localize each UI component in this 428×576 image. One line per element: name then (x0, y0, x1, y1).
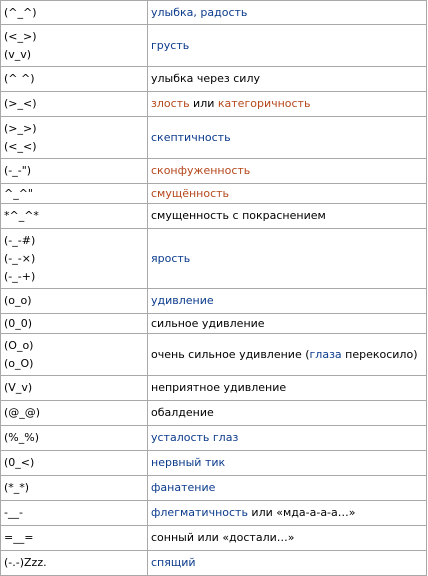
emoticon-text: (^_^) (4, 5, 37, 19)
description-cell (148, 92, 427, 117)
description-cell (148, 67, 427, 92)
table-row (1, 426, 427, 451)
emoticon-cell (1, 184, 148, 204)
emoticon-text: (%_%) (4, 431, 39, 444)
description-link[interactable]: скептичность (151, 130, 231, 144)
description-text: или (189, 97, 218, 110)
table-row (1, 376, 427, 401)
description-link[interactable]: нервный тик (151, 456, 226, 469)
emoticon-cell (1, 314, 148, 334)
description-link[interactable]: категоричность (217, 97, 311, 110)
description-text: или «мда-а-а-а…» (247, 506, 356, 519)
description-link[interactable]: грусть (151, 38, 190, 52)
emoticon-text: (<_<) (4, 139, 37, 153)
description-cell (148, 501, 427, 526)
table-row (1, 1, 427, 25)
table-row (1, 92, 427, 117)
emoticon-cell (1, 204, 148, 229)
description-link[interactable]: усталость глаз (151, 431, 239, 444)
description-link[interactable]: ярость (151, 251, 191, 265)
table-row (1, 476, 427, 501)
emoticon-text: (-_-#) (4, 233, 36, 247)
emoticon-text: (@_@) (4, 406, 41, 419)
emoticon-cell (1, 229, 148, 289)
emoticon-cell (1, 426, 148, 451)
emoticon-text: ^_^" (4, 186, 33, 200)
description-text: улыбка через силу (151, 72, 260, 85)
description-cell (148, 401, 427, 426)
description-link[interactable]: улыбка, радость (151, 5, 248, 19)
emoticon-text: (V_v) (4, 381, 33, 394)
emoticon-text: (<_>) (4, 29, 37, 43)
description-cell (148, 426, 427, 451)
description-cell (148, 476, 427, 501)
emoticon-text: (-_-×) (4, 251, 36, 265)
description-link[interactable]: удивление (151, 294, 214, 307)
table-row (1, 184, 427, 204)
description-cell (148, 25, 427, 67)
emoticon-cell (1, 526, 148, 551)
emoticon-text: (>_<) (4, 97, 37, 110)
description-text: перекосило) (341, 347, 418, 361)
description-cell (148, 376, 427, 401)
emoticon-text: *^_^* (4, 209, 39, 222)
emoticon-cell (1, 451, 148, 476)
emoticon-text: (*_*) (4, 481, 30, 494)
description-text: обалдение (151, 406, 214, 419)
description-cell (148, 334, 427, 376)
description-link[interactable]: флегматичность (151, 506, 248, 519)
description-link[interactable]: злость (151, 97, 190, 110)
emoticon-cell (1, 25, 148, 67)
table-row (1, 334, 427, 376)
emoticon-cell (1, 401, 148, 426)
emoticon-cell (1, 159, 148, 184)
description-link[interactable]: фанатение (151, 481, 216, 494)
table-row (1, 501, 427, 526)
emoticon-text: (-_-") (4, 164, 32, 177)
emoticon-text: (o_o) (4, 294, 32, 307)
emoticon-text: (-.-)Zzz. (4, 556, 47, 569)
emoticon-cell (1, 1, 148, 25)
emoticon-cell (1, 289, 148, 314)
table-row (1, 551, 427, 576)
table-row (1, 67, 427, 92)
description-text: очень сильное удивление ( (151, 347, 310, 361)
table-row (1, 117, 427, 159)
description-link[interactable]: сконфуженность (151, 164, 251, 177)
description-text: неприятное удивление (151, 381, 287, 394)
description-cell (148, 1, 427, 25)
description-cell (148, 526, 427, 551)
table-row (1, 314, 427, 334)
emoticon-cell (1, 334, 148, 376)
emoticon-text: (-_-+) (4, 269, 36, 283)
emoticon-text: -__- (4, 506, 23, 519)
description-text: сонный или «достали…» (151, 531, 295, 544)
emoticon-table-body (1, 1, 427, 576)
emoticon-cell (1, 476, 148, 501)
description-cell (148, 117, 427, 159)
emoticon-text: (o_O) (4, 356, 34, 370)
description-cell (148, 229, 427, 289)
emoticon-cell (1, 551, 148, 576)
table-row (1, 289, 427, 314)
emoticon-cell (1, 67, 148, 92)
table-row (1, 25, 427, 67)
emoticon-text: (O_o) (4, 338, 34, 352)
emoticon-cell (1, 117, 148, 159)
description-link[interactable]: спящий (151, 556, 196, 569)
table-row (1, 204, 427, 229)
description-cell (148, 289, 427, 314)
table-row (1, 526, 427, 551)
description-cell (148, 451, 427, 476)
description-text: смущенность с покраснением (151, 209, 326, 222)
emoticon-text: (>_>) (4, 121, 37, 135)
description-cell (148, 184, 427, 204)
emoticon-text: =__= (4, 531, 34, 544)
description-link[interactable]: глаза (309, 347, 342, 361)
emoticon-text: (0_<) (4, 456, 35, 469)
emoticon-text: (v_v) (4, 47, 32, 61)
table-row (1, 229, 427, 289)
emoticon-text: (^ ^) (4, 72, 35, 85)
description-cell (148, 314, 427, 334)
emoticon-cell (1, 501, 148, 526)
table-row (1, 451, 427, 476)
table-row (1, 401, 427, 426)
emoticon-cell (1, 92, 148, 117)
description-text: сильное удивление (151, 316, 265, 330)
emoticon-cell (1, 376, 148, 401)
description-cell (148, 204, 427, 229)
description-cell (148, 551, 427, 576)
emoticon-text: (0_0) (4, 316, 33, 330)
description-cell (148, 159, 427, 184)
description-link[interactable]: смущённость (151, 186, 230, 200)
table-row (1, 159, 427, 184)
